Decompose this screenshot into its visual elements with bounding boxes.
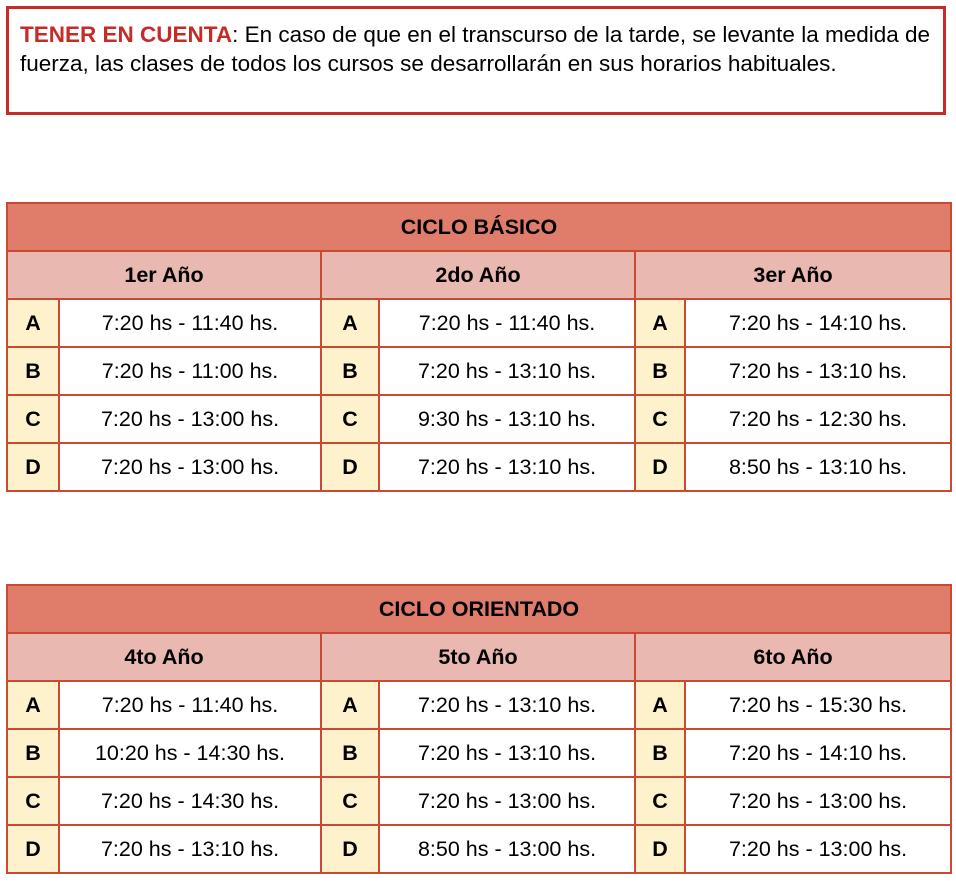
division-letter: D	[7, 825, 59, 873]
schedule-time: 7:20 hs - 13:10 hs.	[379, 347, 635, 395]
division-letter: A	[321, 681, 379, 729]
division-letter: B	[7, 347, 59, 395]
schedule-time: 8:50 hs - 13:00 hs.	[379, 825, 635, 873]
division-letter: C	[321, 777, 379, 825]
division-letter: C	[635, 777, 685, 825]
schedule-time: 7:20 hs - 14:10 hs.	[685, 729, 951, 777]
division-letter: A	[635, 299, 685, 347]
division-letter: C	[7, 777, 59, 825]
division-letter: B	[635, 347, 685, 395]
year-header: 6to Año	[635, 633, 951, 681]
division-letter: C	[321, 395, 379, 443]
division-letter: D	[7, 443, 59, 491]
division-letter: A	[635, 681, 685, 729]
schedule-time: 7:20 hs - 11:00 hs.	[59, 347, 321, 395]
table-row	[7, 443, 951, 491]
schedule-time: 7:20 hs - 13:10 hs.	[59, 825, 321, 873]
schedule-time: 7:20 hs - 13:10 hs.	[685, 347, 951, 395]
ciclo-orientado-table	[6, 584, 952, 874]
notice-text: : En caso de que en el transcurso de la tarde, se levante la medida de fuerza, las clases de todos los cursos se desarrollarán en sus horarios habituales.	[20, 22, 931, 76]
schedule-time: 7:20 hs - 13:10 hs.	[379, 729, 635, 777]
schedule-time: 7:20 hs - 13:00 hs.	[685, 777, 951, 825]
division-letter: D	[635, 825, 685, 873]
division-letter: D	[635, 443, 685, 491]
division-letter: D	[321, 825, 379, 873]
schedule-time: 7:20 hs - 13:10 hs.	[379, 443, 635, 491]
schedule-time: 8:50 hs - 13:10 hs.	[685, 443, 951, 491]
schedule-time: 7:20 hs - 11:40 hs.	[59, 681, 321, 729]
division-letter: B	[321, 347, 379, 395]
notice-box	[6, 6, 946, 115]
division-letter: C	[635, 395, 685, 443]
division-letter: B	[7, 729, 59, 777]
schedule-time: 7:20 hs - 14:30 hs.	[59, 777, 321, 825]
table-row	[7, 825, 951, 873]
schedule-time: 7:20 hs - 14:10 hs.	[685, 299, 951, 347]
year-header: 2do Año	[321, 251, 635, 299]
year-header: 1er Año	[7, 251, 321, 299]
table-title: CICLO BÁSICO	[7, 203, 951, 251]
schedule-time: 7:20 hs - 13:00 hs.	[59, 443, 321, 491]
schedule-time: 7:20 hs - 15:30 hs.	[685, 681, 951, 729]
division-letter: B	[635, 729, 685, 777]
division-letter: A	[7, 681, 59, 729]
division-letter: C	[7, 395, 59, 443]
ciclo-basico-table	[6, 202, 952, 492]
division-letter: B	[321, 729, 379, 777]
schedule-time: 7:20 hs - 13:00 hs.	[685, 825, 951, 873]
table-row	[7, 299, 951, 347]
year-header: 4to Año	[7, 633, 321, 681]
table-row	[7, 777, 951, 825]
schedule-time: 7:20 hs - 11:40 hs.	[379, 299, 635, 347]
division-letter: A	[321, 299, 379, 347]
table-row	[7, 681, 951, 729]
table-row	[7, 347, 951, 395]
notice-lead: TENER EN CUENTA	[20, 22, 233, 47]
division-letter: D	[321, 443, 379, 491]
schedule-time: 7:20 hs - 13:00 hs.	[59, 395, 321, 443]
year-header: 3er Año	[635, 251, 951, 299]
schedule-time: 7:20 hs - 13:00 hs.	[379, 777, 635, 825]
table-title: CICLO ORIENTADO	[7, 585, 951, 633]
schedule-time: 10:20 hs - 14:30 hs.	[59, 729, 321, 777]
year-header: 5to Año	[321, 633, 635, 681]
schedule-time: 7:20 hs - 13:10 hs.	[379, 681, 635, 729]
division-letter: A	[7, 299, 59, 347]
schedule-time: 7:20 hs - 12:30 hs.	[685, 395, 951, 443]
table-row	[7, 729, 951, 777]
table-row	[7, 395, 951, 443]
schedule-time: 7:20 hs - 11:40 hs.	[59, 299, 321, 347]
schedule-time: 9:30 hs - 13:10 hs.	[379, 395, 635, 443]
